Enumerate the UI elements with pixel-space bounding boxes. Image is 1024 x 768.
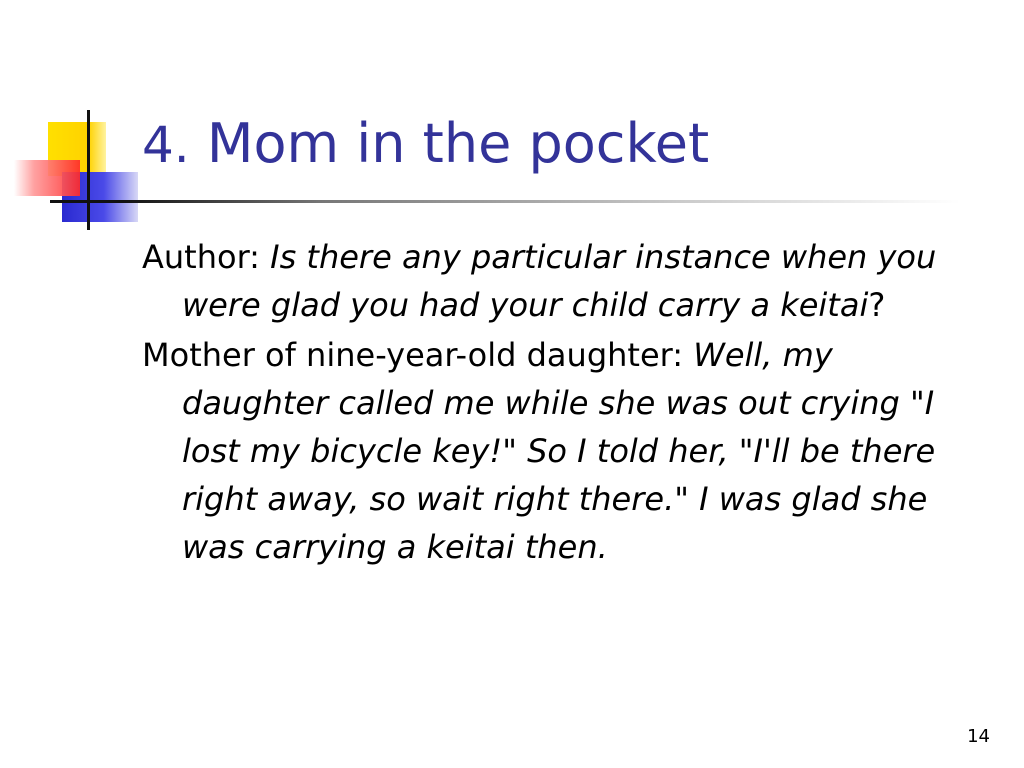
page-number: 14 xyxy=(967,726,990,747)
slide-title xyxy=(142,112,709,177)
paragraph-mother xyxy=(142,331,962,571)
paragraph-author xyxy=(142,233,962,329)
trailing-punctuation: ? xyxy=(868,286,886,324)
decorative-vertical-line xyxy=(87,110,90,230)
title-underline xyxy=(50,200,960,203)
title-text: Mom in the pocket xyxy=(189,112,710,175)
title-number: 4. xyxy=(142,116,190,174)
quote-text: Is there any particular instance when you were glad you had your child carry a keitai xyxy=(182,238,937,324)
speaker-label: Author: xyxy=(142,238,271,276)
quote-text: Well, my daughter called me while she was out crying "I lost my bicycle key!" So I told her, "I'll be there right away, so wait right there." I was glad she was carrying a keitai then. xyxy=(182,336,936,566)
decorative-red-square xyxy=(14,160,80,196)
slide-body xyxy=(142,233,962,573)
speaker-label: Mother of nine-year-old daughter: xyxy=(142,336,694,374)
